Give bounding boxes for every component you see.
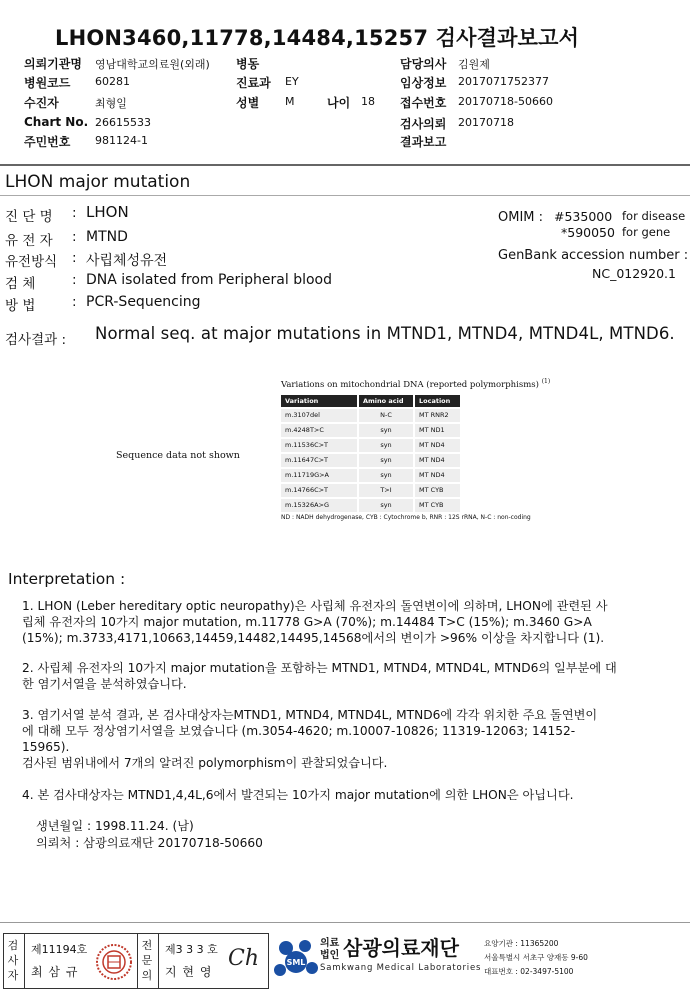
section-title: LHON major mutation	[5, 172, 191, 192]
amino-acid-cell: syn	[359, 454, 413, 467]
genbank-label: GenBank accession number :	[498, 248, 689, 263]
diagnosis-colon: :	[72, 205, 77, 221]
inheritance-label: 유전방식	[5, 254, 58, 270]
variation-cell: m.14766C>T	[281, 484, 357, 497]
amino-acid-cell: syn	[359, 499, 413, 512]
interpretation-title: Interpretation :	[8, 570, 126, 588]
signature-box	[3, 933, 269, 989]
department-value: EY	[285, 75, 299, 88]
variations-footnote: ND : NADH dehydrogenase, CYB : Cytochrome b, RNR : 12S rRNA, N-C : non-coding	[281, 513, 531, 521]
department-label: 진료과	[236, 76, 271, 90]
variations-caption-text: Variations on mitochondrial DNA (reported polymorphisms)	[281, 379, 539, 390]
sex-label: 성별	[236, 96, 260, 110]
examiner-label-char: 검	[7, 939, 19, 952]
table-row	[281, 409, 460, 422]
genbank-value: NC_012920.1	[592, 266, 676, 281]
omim-gene-code: *590050	[561, 225, 615, 240]
specialist-label	[141, 938, 153, 983]
referral-info: 의뢰처 : 삼광의료재단 20170718-50660	[36, 836, 263, 850]
paragraph-line: (15%); m.3733,4171,10663,14459,14482,14495,14568에서의 변이가 >96% 이상을 차지합니다 (1).	[22, 631, 605, 645]
specimen-colon: :	[72, 272, 77, 288]
sex-value: M	[285, 95, 295, 108]
table-row	[281, 484, 460, 497]
gene-value: MTND	[86, 229, 128, 245]
org-facility-code: 요양기관 : 11365200	[484, 939, 559, 948]
variation-cell: m.11536C>T	[281, 439, 357, 452]
chart-no-value: 26615533	[95, 116, 151, 129]
variations-caption	[281, 378, 550, 390]
examiner-seal	[94, 942, 134, 986]
examiner-name: 최 삼 규	[31, 965, 79, 979]
section-divider	[0, 195, 690, 196]
footer-divider	[0, 922, 690, 923]
org-address: 서울특별시 서초구 양재동 9-60	[484, 953, 588, 962]
divider	[137, 934, 138, 988]
interpretation-paragraph-1	[22, 598, 662, 646]
result-value: Normal seq. at major mutations in MTND1, MTND4, MTND4L, MTND6.	[95, 324, 675, 343]
birth-date: 생년월일 : 1998.11.24. (남)	[36, 819, 194, 833]
variation-cell: m.11719G>A	[281, 469, 357, 482]
org-prefix	[320, 938, 342, 962]
variation-cell: m.4248T>C	[281, 424, 357, 437]
variation-header: Variation	[281, 395, 357, 407]
examiner-label-char: 사	[7, 954, 19, 967]
chart-no-label: Chart No.	[24, 115, 89, 129]
table-row	[281, 499, 460, 512]
request-date-value: 20170718	[458, 116, 514, 129]
omim-disease-desc: for disease	[622, 209, 686, 223]
variations-panel	[281, 378, 550, 521]
amino-acid-cell: syn	[359, 469, 413, 482]
examiner-label	[7, 938, 19, 983]
doctor-value: 김원제	[458, 58, 490, 71]
divider	[24, 934, 25, 988]
variations-table	[279, 393, 462, 514]
specialist-name: 지 현 영	[165, 965, 213, 979]
specialist-label-char: 의	[141, 969, 153, 982]
variation-cell: m.11647C>T	[281, 454, 357, 467]
specialist-signature: Ch	[228, 946, 260, 971]
amino-acid-cell: syn	[359, 424, 413, 437]
result-report-label: 결과보고	[400, 135, 447, 149]
variations-header-row	[281, 395, 460, 407]
location-cell: MT CYB	[415, 499, 460, 512]
institution-value: 영남대학교의료원(외래)	[95, 58, 210, 71]
paragraph-line: 한 염기서열을 분석하였습니다.	[22, 677, 187, 691]
amino-acid-cell: N-C	[359, 409, 413, 422]
org-info	[484, 937, 588, 979]
result-label: 검사결과 :	[5, 332, 67, 348]
paragraph-line: 1. LHON (Leber hereditary optic neuropathy)은 사립체 유전자의 돌연변이에 의하며, LHON에 관련된 사	[22, 599, 608, 613]
variation-cell: m.15326A>G	[281, 499, 357, 512]
location-cell: MT CYB	[415, 484, 460, 497]
resident-no-value: 981124-1	[95, 134, 148, 147]
sequence-note: Sequence data not shown	[116, 450, 240, 461]
doctor-label: 담당의사	[400, 57, 447, 71]
location-cell: MT ND4	[415, 454, 460, 467]
location-cell: MT ND1	[415, 424, 460, 437]
table-row	[281, 439, 460, 452]
org-logo	[272, 938, 320, 986]
location-cell: MT ND4	[415, 469, 460, 482]
table-row	[281, 424, 460, 437]
divider	[158, 934, 159, 988]
variations-caption-ref: (1)	[541, 378, 551, 385]
org-name: 삼광의료재단	[343, 936, 459, 960]
paragraph-line: 립체 유전자의 10가지 major mutation, m.11778 G>A (70%); m.14484 T>C (15%); m.3460 G>A	[22, 615, 592, 629]
institution-label: 의뢰기관명	[24, 57, 82, 71]
diagnosis-label: 진 단 명	[5, 209, 53, 225]
report-title: LHON3460,11778,14484,15257 검사결과보고서	[55, 26, 580, 50]
paragraph-line: 검사된 범위내에서 7개의 알려진 polymorphism이 관찰되었습니다.	[22, 756, 388, 770]
gene-label: 유 전 자	[5, 233, 53, 249]
ward-label: 병동	[236, 57, 260, 71]
org-english-name: Samkwang Medical Laboratories	[320, 963, 482, 973]
org-prefix-line: 의료	[320, 938, 340, 949]
examiner-label-char: 자	[7, 969, 19, 982]
table-row	[281, 454, 460, 467]
clinical-info-value: 201707175237​7	[458, 75, 549, 88]
amino-acid-cell: syn	[359, 439, 413, 452]
age-value: 18	[361, 95, 375, 108]
resident-no-label: 주민번호	[24, 135, 71, 149]
specimen-value: DNA isolated from Peripheral blood	[86, 272, 333, 288]
receipt-no-label: 접수번호	[400, 96, 447, 110]
omim-disease-code: #535000	[554, 209, 613, 224]
amino-acid-cell: T>I	[359, 484, 413, 497]
interpretation-paragraph-3	[22, 707, 662, 771]
interpretation-paragraph-2	[22, 660, 662, 692]
diagnosis-value: LHON	[86, 203, 129, 221]
clinical-info-label: 임상정보	[400, 76, 447, 90]
paragraph-line: 2. 사립체 유전자의 10가지 major mutation을 포함하는 MTND1, MTND4, MTND4L, MTND6의 일부분에 대	[22, 661, 617, 675]
patient-value: 최형일	[95, 97, 127, 110]
receipt-no-value: 20170718-50660	[458, 95, 553, 108]
hospital-code-label: 병원코드	[24, 76, 71, 90]
omim-label: OMIM :	[498, 210, 544, 225]
location-cell: MT ND4	[415, 439, 460, 452]
omim-gene-desc: for gene	[622, 225, 671, 239]
specialist-label-char: 문	[141, 954, 153, 967]
logo-text: SML	[286, 958, 306, 967]
hospital-code-value: 60281	[95, 75, 130, 88]
age-label: 나이	[327, 96, 351, 110]
variation-cell: m.3107del	[281, 409, 357, 422]
method-colon: :	[72, 294, 77, 310]
location-cell: MT RNR2	[415, 409, 460, 422]
org-phone: 대표번호 : 02-3497-5100	[484, 967, 574, 976]
interpretation-paragraph-4	[22, 787, 662, 803]
patient-label: 수진자	[24, 96, 59, 110]
org-prefix-line: 법인	[320, 950, 340, 961]
method-value: PCR-Sequencing	[86, 294, 201, 310]
table-row	[281, 469, 460, 482]
specialist-license-no: 제3 3 3 호	[165, 943, 218, 956]
header-divider	[0, 164, 690, 166]
gene-colon: :	[72, 229, 77, 245]
location-header: Location	[415, 395, 460, 407]
request-date-label: 검사의뢰	[400, 117, 447, 131]
specimen-label: 검 체	[5, 276, 36, 292]
specialist-label-char: 전	[141, 939, 153, 952]
paragraph-line: 3. 염기서열 분석 결과, 본 검사대상자는MTND1, MTND4, MTND4L, MTND6에 각각 위치한 주요 돌연변이	[22, 708, 598, 722]
amino-acid-header: Amino acid	[359, 395, 413, 407]
method-label: 방 법	[5, 298, 36, 314]
paragraph-line: 15965).	[22, 740, 70, 754]
inheritance-colon: :	[72, 250, 77, 266]
paragraph-line: 에 대해 모두 정상염기서열을 보였습니다 (m.3054-4620; m.10007-10826; 11319-12063; 14152-	[22, 724, 576, 738]
inheritance-value: 사립체성유전	[86, 253, 168, 269]
paragraph-line: 4. 본 검사대상자는 MTND1,4,4L,6에서 발견되는 10가지 major mutation에 의한 LHON은 아닙니다.	[22, 788, 574, 802]
examiner-license-no: 제11194호	[31, 943, 88, 956]
